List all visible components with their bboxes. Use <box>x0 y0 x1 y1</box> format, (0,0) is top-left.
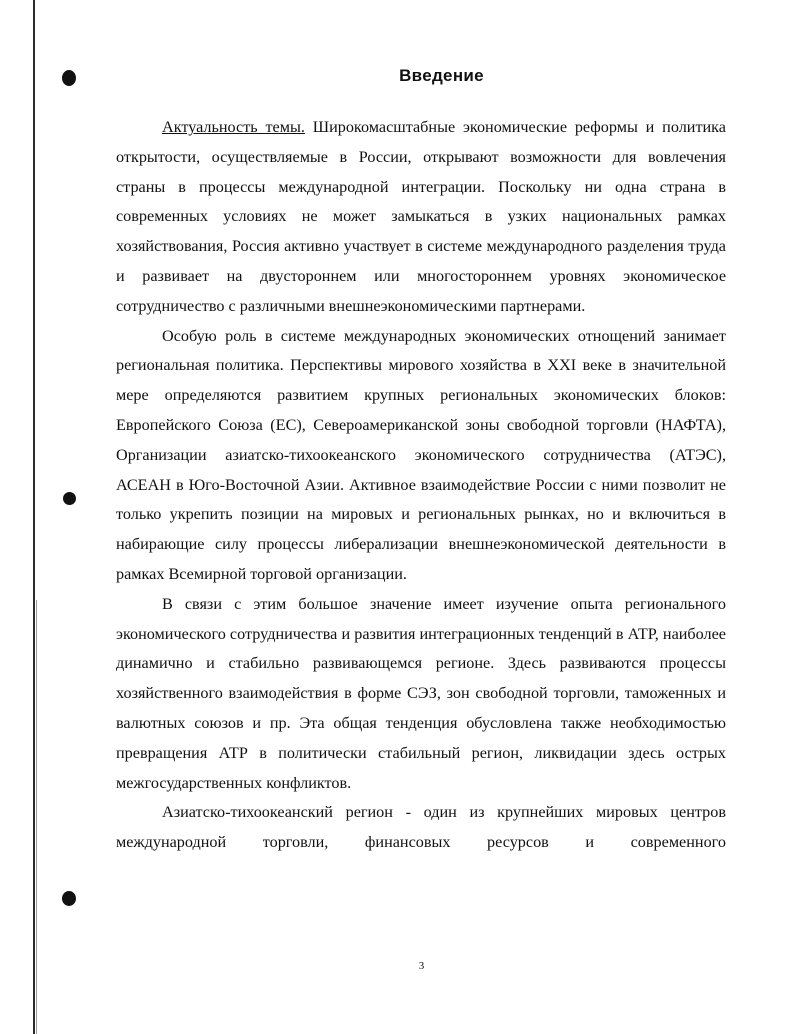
paragraph-regional-policy: Особую роль в системе международных экономических отнощений занимает региональная политика. Перспективы мирового хозяйства в XXI веке в значительной мере определяются развитием крупных региональных экономических блоков: Европейского Союза (ЕС), Североамериканской зоны свободной торговли (НАФТА), Организации азиатско-тихоокеанского экономического сотрудничества (АТЭС), АСЕАН в Юго-Восточной Азии. Активное взаимодействие России с ними позволит не только укрепить позиции на мировых и региональных рынках, но и включиться в набирающие силу процессы либерализации внешнеэкономической деятельности в рамках Всемирной торговой организации. <box>116 326 726 583</box>
binding-edge <box>33 0 35 1034</box>
page-number: 3 <box>418 960 425 972</box>
body-text <box>116 113 726 858</box>
paragraph-apr-experience: В связи с этим большое значение имеет изучение опыта регионального экономического сотрудничества и развития интеграционных тенденций в АТР, наиболее динамично и стабильно развивающемся регионе. Здесь развиваются процессы хозяйственного взаимодействия в форме СЭЗ, зон свободной торговли, таможенных и валютных союзов и пр. Эта общая тенденция обусловлена также необходимостью превращения АТР в политически стабильный регион, ликвидации здесь острых межгосударственных конфликтов. <box>116 594 726 792</box>
page-title: Введение <box>399 66 484 85</box>
paragraph-text: Широкомасштабные экономические реформы и политика открытости, осуществляемые в России, открывают возможности для вовлечения страны в процессы международной интеграции. Поскольку ни одна страна в современных условиях не может замыкаться в узких национальных рамках хозяйствования, Россия активно участвует в системе международного разделения труда и развивает на двустороннем или многостороннем уровнях экономическое сотрудничество с различными внешнеэкономическими партнерами. <box>116 118 726 315</box>
relevance-heading: Актуальность темы. <box>162 118 305 136</box>
paragraph-apr-region: Азиатско-тихоокеанский регион - один из крупнейших мировых центров международной торговли, финансовых ресурсов и современного <box>116 803 726 852</box>
paragraph-relevance <box>116 113 726 322</box>
punch-hole-bottom <box>62 891 76 906</box>
punch-hole-middle <box>63 492 76 505</box>
